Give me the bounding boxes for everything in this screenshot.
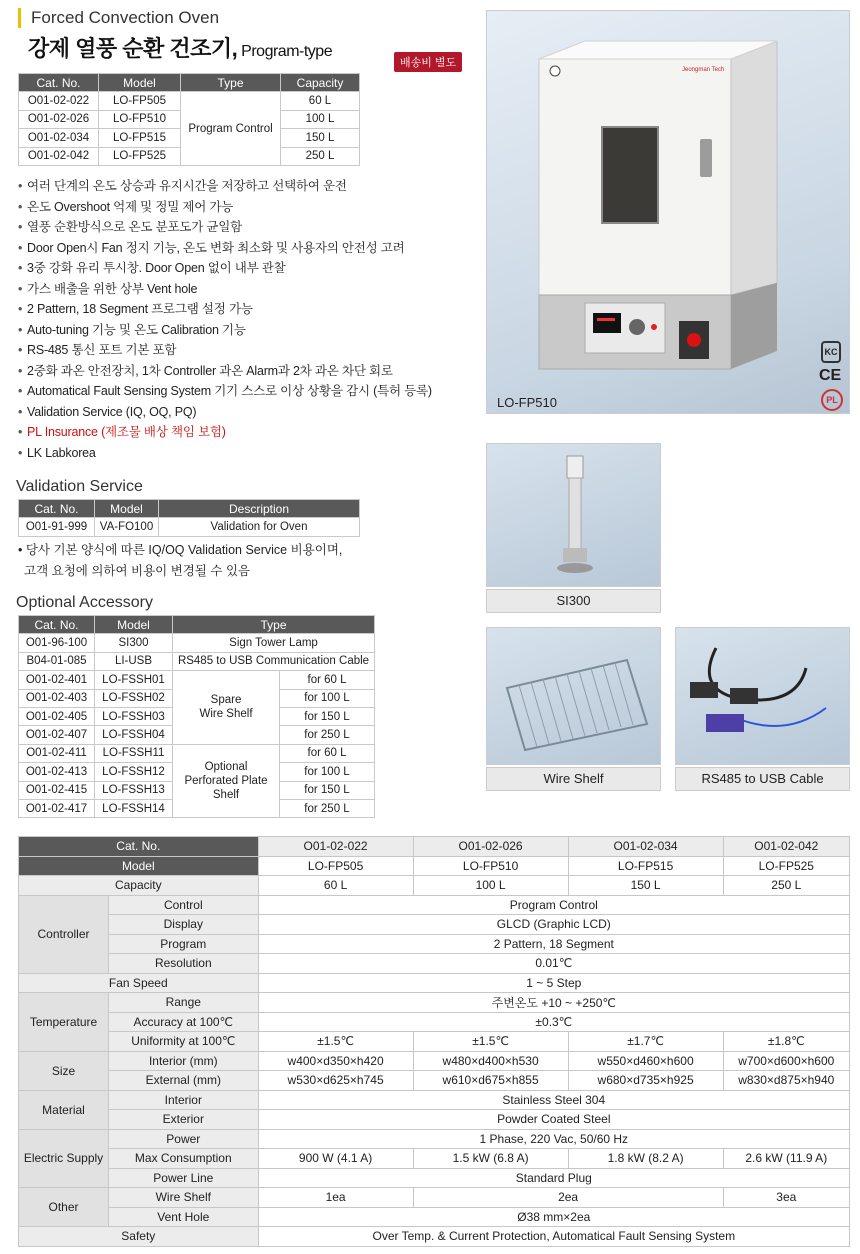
base-side	[731, 283, 777, 369]
spec-value: ±1.7℃	[568, 1032, 723, 1052]
spec-cat: O01-02-026	[413, 837, 568, 857]
list-item: • 3중 강화 유리 투시창. Door Open 없이 내부 관찰	[18, 258, 432, 279]
model-cell: LO-FSSH11	[95, 744, 173, 762]
lamp-photo	[486, 443, 661, 587]
spec-value: 2ea	[413, 1188, 723, 1208]
model-cell: LO-FP510	[99, 110, 181, 128]
spec-value: w700×d600×h600	[723, 1051, 849, 1071]
oven-illustration	[487, 11, 851, 415]
spec-label: Power Line	[109, 1168, 259, 1188]
model-cell: LO-FSSH12	[95, 763, 173, 781]
spec-value: w830×d875×h940	[723, 1071, 849, 1091]
cable-illustration	[676, 628, 851, 766]
spec-value: 0.01℃	[258, 954, 849, 974]
other-group-label: Other	[19, 1188, 109, 1227]
temperature-group-label: Temperature	[19, 993, 109, 1052]
db9-connector-right	[730, 688, 758, 704]
list-item: • 열풍 순환방식으로 온도 분포도가 균일함	[18, 217, 432, 238]
model-cell: LO-FSSH01	[95, 671, 173, 689]
model-cell: LO-FSSH13	[95, 781, 173, 799]
spec-label: Accuracy at 100℃	[109, 1012, 259, 1032]
spec-label: Vent Hole	[109, 1207, 259, 1227]
validation-title: Validation Service	[16, 478, 143, 495]
oven-side	[731, 41, 777, 295]
lamp-base	[557, 563, 593, 573]
model-cell: LO-FSSH02	[95, 689, 173, 707]
spec-label: Interior (mm)	[109, 1051, 259, 1071]
spec-value: 2 Pattern, 18 Segment	[258, 934, 849, 954]
type-cell: RS485 to USB Communication Cable	[173, 652, 375, 670]
spec-value: Program Control	[258, 895, 849, 915]
capacity-cell: 250 L	[281, 147, 360, 165]
cat-cell: B04-01-085	[19, 652, 95, 670]
door-handle	[700, 139, 712, 177]
cat-cell: O01-91-999	[19, 518, 95, 536]
feature-list	[18, 176, 432, 463]
shelf-type-line: Spare	[210, 694, 242, 707]
spec-value: 1.8 kW (8.2 A)	[568, 1149, 723, 1169]
spec-label: Power	[109, 1129, 259, 1149]
spec-label: Wire Shelf	[109, 1188, 259, 1208]
spec-label: Range	[109, 993, 259, 1013]
fan-icon	[629, 319, 645, 335]
table-row	[19, 744, 375, 762]
spec-label: Control	[109, 895, 259, 915]
list-item: • Auto-tuning 기능 및 온도 Calibration 기능	[18, 320, 432, 341]
ce-cert-icon: CE	[819, 367, 842, 384]
model-cell: LO-FSSH14	[95, 799, 173, 817]
cat-cell: O01-02-405	[19, 707, 95, 725]
cat-cell: O01-02-403	[19, 689, 95, 707]
list-item: • 2중화 과온 안전장치, 1차 Controller 과온 Alarm과 2차 과온 차단 회로	[18, 361, 432, 382]
list-item: • 가스 배출을 위한 상부 Vent hole	[18, 279, 432, 300]
shelf-photo	[486, 627, 661, 765]
pl-mark-icon: PL	[821, 389, 843, 411]
spec-cat: O01-02-034	[568, 837, 723, 857]
cat-cell: O01-02-407	[19, 726, 95, 744]
col-model: Model	[95, 616, 173, 634]
cat-cell: O01-02-413	[19, 763, 95, 781]
for-cell: for 150 L	[280, 707, 375, 725]
shelf-illustration	[487, 628, 662, 766]
list-item: • PL Insurance (제조물 배상 책임 보험)	[18, 422, 432, 443]
size-group-label: Size	[19, 1051, 109, 1090]
spec-label: External (mm)	[109, 1071, 259, 1091]
spec-value: w400×d350×h420	[258, 1051, 413, 1071]
validation-note-line: 고객 요청에 의하여 비용이 변경될 수 있음	[24, 564, 251, 578]
list-item: • LK Labkorea	[18, 443, 432, 464]
spec-capacity: 250 L	[723, 876, 849, 896]
model-cell: LO-FP525	[99, 147, 181, 165]
validation-note	[18, 540, 342, 582]
spec-label: Exterior	[109, 1110, 259, 1130]
table-row	[19, 634, 375, 652]
electric-group-label: Electric Supply	[19, 1129, 109, 1188]
db9-connector-left	[690, 682, 718, 698]
table-row	[19, 92, 360, 110]
cat-cell: O01-02-411	[19, 744, 95, 762]
spec-value: Powder Coated Steel	[258, 1110, 849, 1130]
oven-brand-logo: Jeongman Tech	[682, 67, 725, 73]
spec-value: Stainless Steel 304	[258, 1090, 849, 1110]
spec-model: LO-FP525	[723, 856, 849, 876]
spec-model-label: Model	[19, 856, 259, 876]
perf-type-line: Optional	[204, 761, 248, 774]
validation-table	[18, 499, 360, 537]
list-item: • RS-485 통신 포트 기본 포함	[18, 340, 432, 361]
list-item: • 여러 단계의 온도 상승과 유지시간을 저장하고 선택하여 운전	[18, 176, 432, 197]
model-cell: LO-FSSH04	[95, 726, 173, 744]
spec-label: Program	[109, 934, 259, 954]
shelf-wires	[519, 663, 633, 747]
title-english: Forced Convection Oven	[18, 8, 219, 28]
spec-capacity-label: Capacity	[19, 876, 259, 896]
material-group-label: Material	[19, 1090, 109, 1129]
cat-cell: O01-02-026	[19, 110, 99, 128]
spec-value: ±1.8℃	[723, 1032, 849, 1052]
shelf-caption: Wire Shelf	[486, 767, 661, 791]
for-cell: for 250 L	[280, 799, 375, 817]
spec-value: w550×d460×h600	[568, 1051, 723, 1071]
capacity-cell: 150 L	[281, 129, 360, 147]
spec-value: w480×d400×h530	[413, 1051, 568, 1071]
spec-model: LO-FP510	[413, 856, 568, 876]
spec-value: 1 ~ 5 Step	[258, 973, 849, 993]
cat-cell: O01-02-022	[19, 92, 99, 110]
model-cell: LO-FP515	[99, 129, 181, 147]
spec-label: Display	[109, 915, 259, 935]
col-type: Type	[181, 74, 281, 92]
shelf-type-cell	[173, 671, 280, 745]
spec-cat: O01-02-022	[258, 837, 413, 857]
spec-value: w680×d735×h925	[568, 1071, 723, 1091]
accessory-title: Optional Accessory	[16, 594, 153, 611]
list-item: • 2 Pattern, 18 Segment 프로그램 설정 가능	[18, 299, 432, 320]
spec-label: Fan Speed	[19, 973, 259, 993]
col-type: Type	[173, 616, 375, 634]
spec-capacity: 150 L	[568, 876, 723, 896]
list-item: • 온도 Overshoot 억제 및 정밀 제어 가능	[18, 197, 432, 218]
lamp-caption: SI300	[486, 589, 661, 613]
model-cell: LO-FP505	[99, 92, 181, 110]
spec-label: Resolution	[109, 954, 259, 974]
oven-photo	[486, 10, 850, 414]
cat-cell: O01-02-034	[19, 129, 99, 147]
title-korean	[28, 32, 332, 63]
perf-type-line: Shelf	[212, 789, 240, 802]
col-model: Model	[95, 500, 159, 518]
spec-value: 3ea	[723, 1188, 849, 1208]
lamp-illustration	[487, 444, 662, 588]
table-row	[19, 518, 360, 536]
model-cell: LO-FSSH03	[95, 707, 173, 725]
col-description: Description	[159, 500, 360, 518]
table-row	[19, 671, 375, 689]
for-cell: for 100 L	[280, 763, 375, 781]
cat-cell: O01-02-401	[19, 671, 95, 689]
spec-value: 1ea	[258, 1188, 413, 1208]
col-capacity: Capacity	[281, 74, 360, 92]
cable-caption: RS485 to USB Cable	[675, 767, 850, 791]
spec-value: GLCD (Graphic LCD)	[258, 915, 849, 935]
col-cat: Cat. No.	[19, 616, 95, 634]
shelf-type-line: Wire Shelf	[199, 708, 253, 721]
for-cell: for 60 L	[280, 671, 375, 689]
spec-value: ±0.3℃	[258, 1012, 849, 1032]
spec-value: w530×d625×h745	[258, 1071, 413, 1091]
cat-cell: O01-02-415	[19, 781, 95, 799]
lamp-pole	[569, 478, 581, 552]
capacity-cell: 100 L	[281, 110, 360, 128]
spec-value: 주변온도 +10 ~ +250℃	[258, 993, 849, 1013]
spec-label: Uniformity at 100℃	[109, 1032, 259, 1052]
list-item: • Validation Service (IQ, OQ, PQ)	[18, 402, 432, 423]
list-item: • Door Open시 Fan 정지 기능, 온도 변화 최소화 및 사용자의 안전성 고려	[18, 238, 432, 259]
model-cell: VA-FO100	[95, 518, 159, 536]
spec-label: Safety	[19, 1227, 259, 1247]
shelf-frame	[507, 660, 647, 750]
spec-model: LO-FP505	[258, 856, 413, 876]
spec-capacity: 100 L	[413, 876, 568, 896]
type-cell: Program Control	[181, 92, 281, 166]
spec-label: Max Consumption	[109, 1149, 259, 1169]
col-cat: Cat. No.	[19, 74, 99, 92]
spec-value: Standard Plug	[258, 1168, 849, 1188]
spec-value: Over Temp. & Current Protection, Automatical Fault Sensing System	[258, 1227, 849, 1247]
cat-cell: O01-02-042	[19, 147, 99, 165]
lamp-head	[567, 456, 583, 478]
spec-value: Ø38 mm×2ea	[258, 1207, 849, 1227]
title-korean-main: 강제 열풍 순환 건조기,	[28, 36, 238, 61]
converter-box	[706, 714, 744, 732]
spec-capacity: 60 L	[258, 876, 413, 896]
spec-value: w610×d675×h855	[413, 1071, 568, 1091]
usb-cable-line	[736, 708, 826, 726]
kc-mark-icon: KC	[821, 341, 841, 363]
model-cell: SI300	[95, 634, 173, 652]
perf-type-line: Perforated Plate	[184, 775, 268, 788]
spec-value: ±1.5℃	[258, 1032, 413, 1052]
model-cell: LI-USB	[95, 652, 173, 670]
spec-table	[18, 836, 850, 1247]
spec-value: 2.6 kW (11.9 A)	[723, 1149, 849, 1169]
controller-group-label: Controller	[19, 895, 109, 973]
accessory-table	[18, 615, 375, 818]
lamp-mount	[563, 548, 587, 562]
validation-note-line: • 당사 기본 양식에 따른 IQ/OQ Validation Service 비용이며,	[18, 543, 343, 557]
type-cell: Sign Tower Lamp	[173, 634, 375, 652]
table-row	[19, 652, 375, 670]
description-cell: Validation for Oven	[159, 518, 360, 536]
spec-cat-label: Cat. No.	[19, 837, 259, 857]
product-table	[18, 73, 360, 166]
spec-value: 900 W (4.1 A)	[258, 1149, 413, 1169]
capacity-cell: 60 L	[281, 92, 360, 110]
cat-cell: O01-02-417	[19, 799, 95, 817]
indicator-icon	[651, 324, 657, 330]
spec-label: Interior	[109, 1090, 259, 1110]
spec-value: 1 Phase, 220 Vac, 50/60 Hz	[258, 1129, 849, 1149]
for-cell: for 250 L	[280, 726, 375, 744]
lcd-readout	[597, 318, 615, 321]
perf-type-cell	[173, 744, 280, 818]
for-cell: for 60 L	[280, 744, 375, 762]
for-cell: for 150 L	[280, 781, 375, 799]
spec-value: ±1.5℃	[413, 1032, 568, 1052]
cat-cell: O01-96-100	[19, 634, 95, 652]
spec-cat: O01-02-042	[723, 837, 849, 857]
cable-photo	[675, 627, 850, 765]
ce-mark-icon	[550, 66, 560, 76]
list-item: • Automatical Fault Sensing System 기기 스스로 이상 상황을 감시 (특허 등록)	[18, 381, 432, 402]
oven-window	[602, 127, 658, 223]
power-switch-icon	[687, 333, 701, 347]
col-model: Model	[99, 74, 181, 92]
col-cat: Cat. No.	[19, 500, 95, 518]
spec-value: 1.5 kW (6.8 A)	[413, 1149, 568, 1169]
title-subtype: Program-type	[237, 43, 333, 60]
main-caption: LO-FP510	[497, 395, 557, 410]
spec-model: LO-FP515	[568, 856, 723, 876]
lcd-display	[593, 313, 621, 333]
shipping-badge: 배송비 별도	[394, 52, 462, 72]
for-cell: for 100 L	[280, 689, 375, 707]
